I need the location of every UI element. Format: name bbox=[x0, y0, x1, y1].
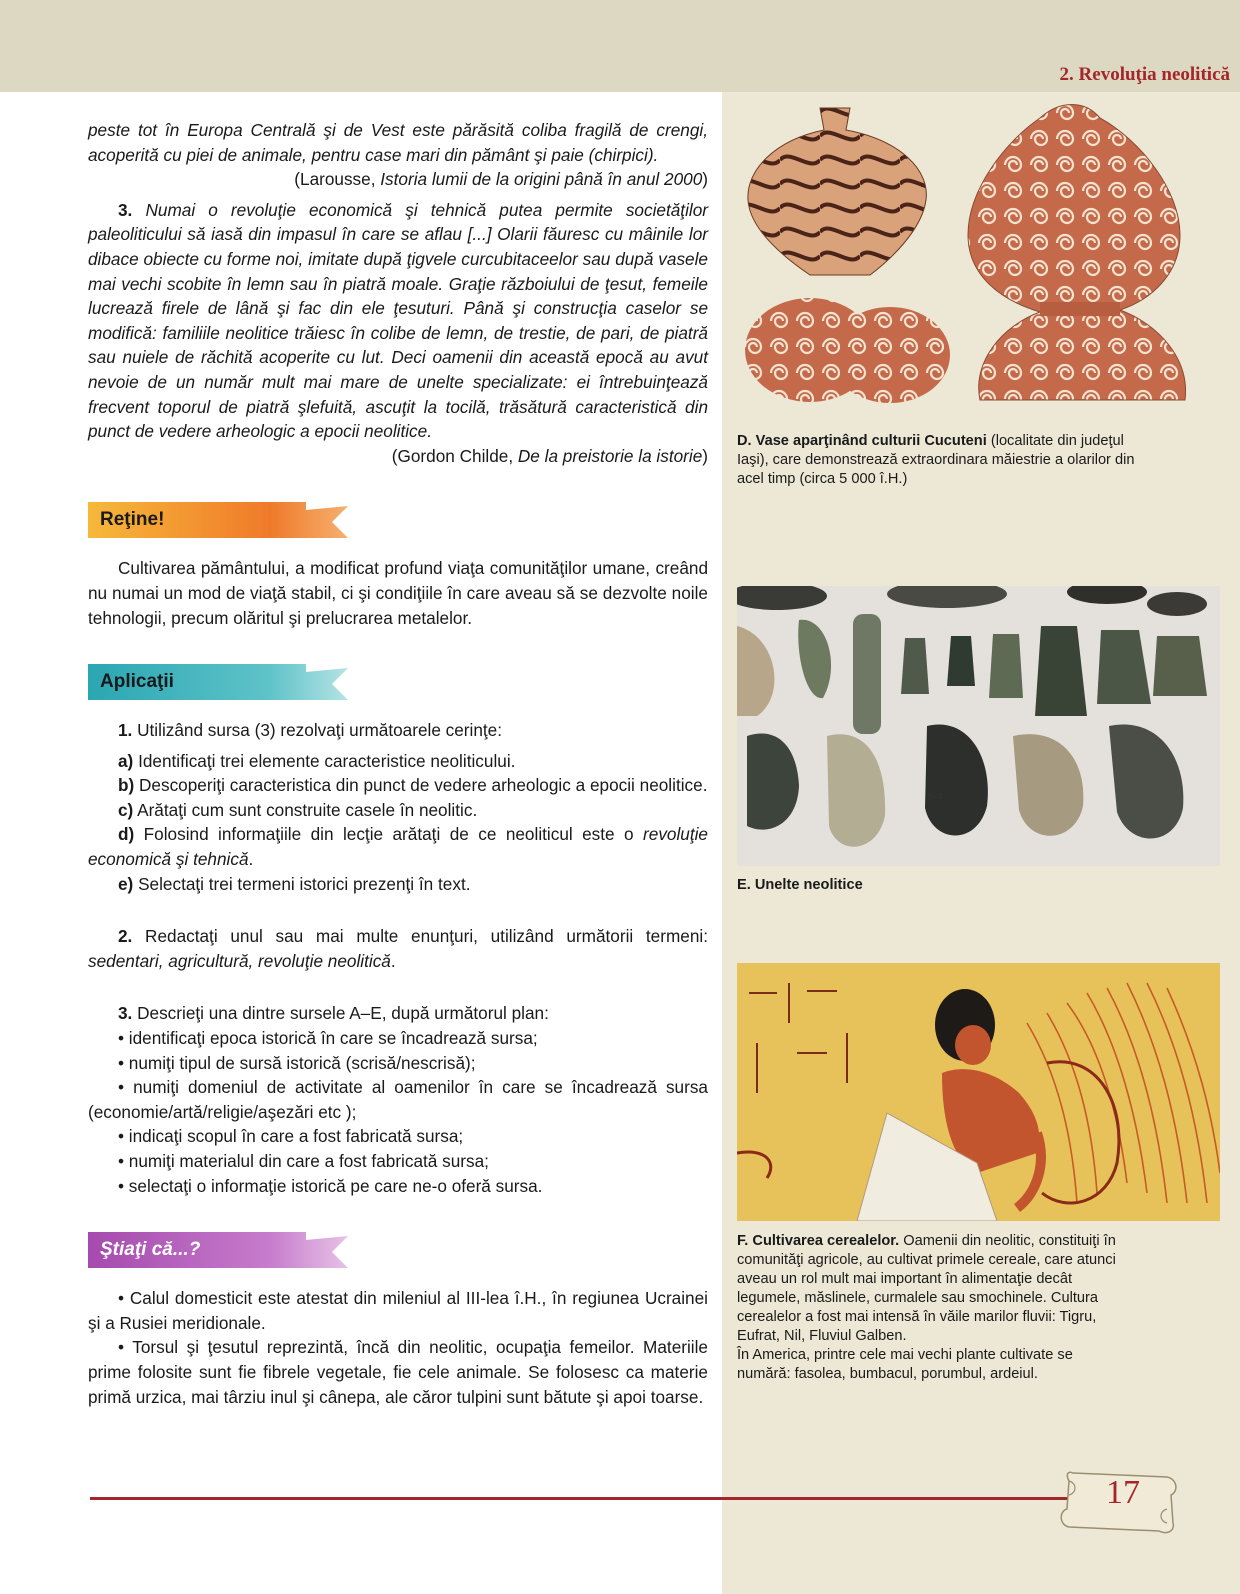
header-band bbox=[0, 0, 1240, 92]
question-1e: e) Selectaţi trei termeni istorici prezenţi în text. bbox=[118, 873, 471, 894]
figure-d-vases-image bbox=[740, 100, 1220, 410]
figure-e-caption: E. Unelte neolitice bbox=[737, 877, 863, 893]
question-1: 1. Utilizând sursa (3) rezolvaţi următoarele cerinţe: bbox=[118, 720, 503, 741]
question-1b: b) Descoperiţi caracteristica din punct de vedere arheologic a epocii neolitice. bbox=[118, 775, 708, 796]
stiati-item: • Torsul şi ţesutul reprezintă, încă din neolitic, ocupaţia femeilor. Materiile prime folosite sunt fie fibrele vegetale, fie cele animale. Se folosesc ca materie primă urzica, mai târziu inul şi cânepa, ale căror tulpini sunt bătute şi apoi toarse. bbox=[88, 1337, 708, 1407]
question-3-item: • selectaţi o informaţie istorică pe care ne-o oferă sursa. bbox=[118, 1175, 543, 1196]
retine-title: Reţine! bbox=[100, 509, 165, 531]
figure-f-caption: F. Cultivarea cerealelor. Oamenii din neolitic, constituiţi în comunităţi agricole, au cultivat primele cereale, care atunci aveau un rol mult mai important în alimentaţie decât legumele, măslinele, curmalele sau smochinele. Cultura cerealelor a fost mai intensă în văile marilor fluvii: Tigru, Eufrat, Nil, Fluviul Galben. În America, printre cele mai vechi plante cultivate se numără: fasolea, bumbacul, porumbul, ardeiul. bbox=[737, 1233, 1116, 1382]
stone-tools-icon bbox=[737, 586, 1220, 866]
retine-banner bbox=[88, 502, 708, 538]
question-3-item: • indicaţi scopul în care a fost fabricată sursa; bbox=[118, 1126, 464, 1147]
stiati-title: Ştiaţi că...? bbox=[100, 1239, 201, 1261]
question-3-item: • numiţi domeniul de activitate al oamenilor în care se încadrează sursa (economie/artă/religie/aşezări etc ); bbox=[88, 1077, 708, 1122]
figure-e-tools-image bbox=[737, 586, 1220, 866]
stiati-item: • Calul domesticit este atestat din mileniul al III-lea î.H., în regiunea Ucrainei şi a Rusiei meridionale. bbox=[88, 1288, 708, 1333]
main-text-column bbox=[88, 118, 708, 1409]
question-3: 3. Descrieţi una dintre sursele A–E, după următorul plan: bbox=[118, 1003, 549, 1024]
question-3-item: • numiţi tipul de sursă istorică (scrisă/nescrisă); bbox=[118, 1052, 476, 1073]
figure-f-harvest-image bbox=[737, 963, 1220, 1221]
question-1a: a) Identificaţi trei elemente caracteristice neoliticului. bbox=[118, 750, 516, 771]
question-3-item: • identificaţi epoca istorică în care se încadrează sursa; bbox=[118, 1028, 538, 1049]
figure-d-caption: D. Vase aparţinând culturii Cucuteni (localitate din judeţul Iaşi), care demonstrează extraordinara măiestrie a olarilor din acel timp (circa 5 000 î.H.) bbox=[737, 433, 1135, 487]
aplicatii-title: Aplicaţii bbox=[100, 671, 174, 693]
cucuteni-vases-icon bbox=[740, 100, 1220, 410]
source3-paragraph: 3. Numai o revoluţie economică şi tehnică putea permite societăţilor paleoliticului să iasă din impasul în care se aflau [...] Olarii făuresc cu mâinile lor dibace obiecte cu forme noi, imitate după ţigvele curcubitaceelor sau după vasele mai vechi scobite în lemn sau în piatră moale. Graţie războiului de ţesut, femeile lucrează firele de lână şi fac din ele ţesuturi. Până şi construcţia caselor se modifică: familiile neolitice trăiesc în colibe de lemn, de trestie, de pari, de piatră sau nuiele de răchită acoperite cu lut. Deci oamenii din această epocă au avut nevoie de un număr mult mai mare de unelte specializate: ei întrebuinţează frecvent toporul de piatră şlefuită, ascuţit la tocilă, trăsătură caracteristică din punct de vedere arheologic a epocii neolitice. bbox=[88, 199, 708, 442]
egyptian-harvest-painting-icon bbox=[737, 963, 1220, 1221]
question-3-item: • numiţi materialul din care a fost fabricată sursa; bbox=[118, 1151, 489, 1171]
tool-label: 9-4 bbox=[927, 791, 943, 803]
chapter-title: 2. Revoluţia neolitică bbox=[1059, 64, 1230, 85]
page-number: 17 bbox=[1106, 1474, 1140, 1511]
source2-text: peste tot în Europa Centrală şi de Vest este părăsită coliba fragilă de crengi, acoperită cu piei de animale, pentru case mari din pământ şi paie (chirpici). bbox=[88, 120, 708, 165]
footer-rule bbox=[90, 1497, 1070, 1500]
stiati-banner bbox=[88, 1232, 708, 1268]
retine-text: Cultivarea pământului, a modificat profund viaţa comunităţilor umane, creând nu numai un mod de viaţă stabil, ci şi condiţiile în care aveau să se dezvolte noile tehnologii, precum olăritul şi prelucrarea metalelor. bbox=[88, 558, 708, 628]
source2-citation: (Larousse, Istoria lumii de la origini până în anul 2000) bbox=[294, 169, 708, 190]
question-2: 2. Redactaţi unul sau mai multe enunţuri, utilizând următorii termeni: sedentari, agricultură, revoluţie neolitică. bbox=[88, 926, 708, 971]
aplicatii-banner bbox=[88, 664, 708, 700]
question-1d: d) Folosind informaţiile din lecţie arătaţi de ce neoliticul este o revoluţie economică şi tehnică. bbox=[88, 824, 708, 870]
source3-citation: (Gordon Childe, De la preistorie la istorie) bbox=[391, 445, 708, 466]
question-1c: c) Arătaţi cum sunt construite casele în neolitic. bbox=[118, 799, 478, 820]
